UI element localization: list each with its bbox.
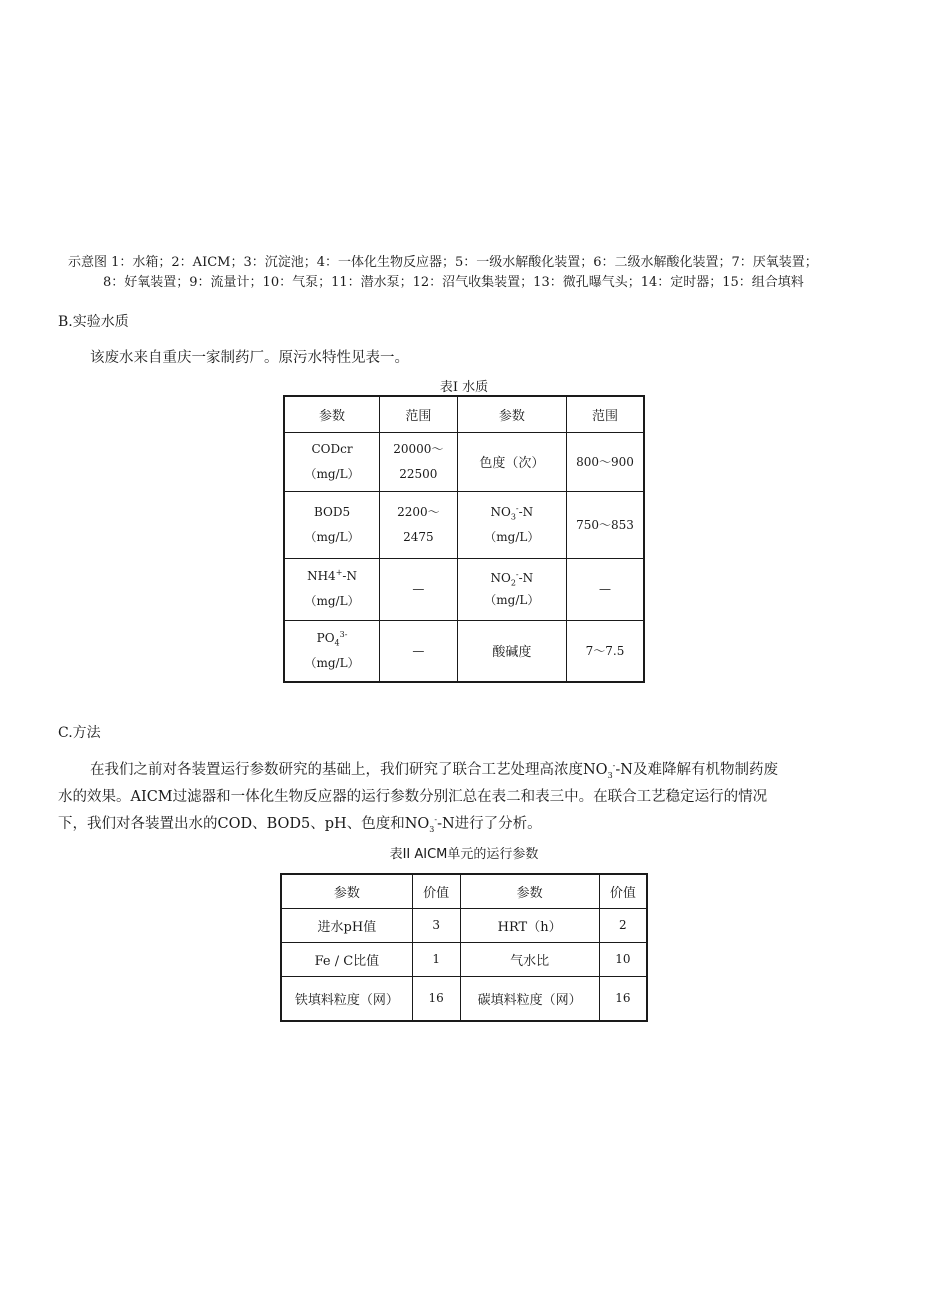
table-2-cell: 气水比 xyxy=(460,942,599,976)
table-row xyxy=(284,558,644,620)
table-2-header-cell: 价值 xyxy=(599,874,647,908)
param-name xyxy=(458,500,566,525)
table-1-header-row xyxy=(284,396,644,432)
table-1-caption: 表Ⅰ 水质 xyxy=(439,380,489,395)
table-2-cell: 进水pH值 xyxy=(281,908,412,942)
table-1-cell xyxy=(284,432,380,491)
table-1 xyxy=(283,395,645,683)
table-2-cell: 铁填料粒度（网） xyxy=(281,976,412,1021)
table-1-cell xyxy=(457,558,566,620)
param-name xyxy=(285,626,379,651)
formula-main: PO xyxy=(316,630,335,645)
paragraph-line: 水的效果。AICM过滤器和一体化生物反应器的运行参数分别汇总在表二和表三中。在联合工艺稳定运行的情况 xyxy=(58,789,768,805)
table-row xyxy=(284,491,644,558)
table-2-cell: 10 xyxy=(599,942,647,976)
formula-superscript: 3- xyxy=(339,629,348,639)
param-name xyxy=(285,564,379,589)
table-2-header-cell: 参数 xyxy=(460,874,599,908)
formula-subscript: 3 xyxy=(607,770,613,780)
formula-tail: -N xyxy=(518,504,534,519)
table-1-header-cell: 范围 xyxy=(567,396,644,432)
schematic-caption-line-2: 8：好氧装置；9：流量计；10：气泵；11：潜水泵；12：沼气收集装置；13：微孔曝气头；14：定时器；15：组合填料 xyxy=(103,275,804,290)
table-2-header-row xyxy=(281,874,647,908)
table-1-cell: 色度（次） xyxy=(457,432,566,491)
formula-superscript: - xyxy=(612,761,616,771)
range-end: 22500 xyxy=(399,466,438,481)
table-2-cell: 碳填料粒度（网） xyxy=(460,976,599,1021)
formula-tail: -N xyxy=(518,571,534,585)
param-name xyxy=(458,567,566,589)
param-unit: （mg/L） xyxy=(484,593,540,607)
formula-main: NO xyxy=(490,571,511,585)
section-c-heading: C.方法 xyxy=(58,725,101,741)
table-2-cell: 2 xyxy=(599,908,647,942)
text-run: 下，我们对各装置出水的COD、BOD5、pH、色度和NO xyxy=(58,816,430,832)
table-2-cell: HRT（h） xyxy=(460,908,599,942)
table-1-cell xyxy=(380,432,458,491)
table-2-cell: 1 xyxy=(412,942,460,976)
formula-superscript: - xyxy=(434,815,438,825)
table-1-cell xyxy=(284,491,380,558)
range-start: 20000～ xyxy=(393,441,444,456)
formula-tail: -N xyxy=(342,569,357,583)
table-2-cell: 16 xyxy=(599,976,647,1021)
param-unit: （mg/L） xyxy=(304,529,360,544)
text-run: 在我们之前对各装置运行参数研究的基础上，我们研究了联合工艺处理高浓度NO xyxy=(90,762,608,778)
table-2-cell: 16 xyxy=(412,976,460,1021)
table-2-cell: 3 xyxy=(412,908,460,942)
formula-superscript: - xyxy=(515,503,519,513)
formula-subscript: 3 xyxy=(510,511,516,521)
table-row xyxy=(281,942,647,976)
range-end: 2475 xyxy=(403,529,434,544)
param-name: BOD5 xyxy=(313,504,351,519)
table-1-cell: 750～853 xyxy=(567,491,644,558)
table-2-header-cell: 参数 xyxy=(281,874,412,908)
table-1-cell: 7～7.5 xyxy=(567,620,644,682)
text-run: -N进行了分析。 xyxy=(437,816,542,832)
table-1-cell xyxy=(380,491,458,558)
formula-subscript: 3 xyxy=(429,824,435,834)
section-c-paragraph xyxy=(58,757,878,838)
table-2-caption: 表II AICM单元的运行参数 xyxy=(389,847,539,862)
table-1-header-cell: 范围 xyxy=(380,396,458,432)
table-1-cell: 酸碱度 xyxy=(457,620,566,682)
paragraph-line xyxy=(58,811,878,838)
text-run: -N及难降解有机物制药废 xyxy=(615,762,778,778)
table-row xyxy=(284,620,644,682)
table-1-cell: — xyxy=(567,558,644,620)
formula-subscript: 4 xyxy=(334,638,340,648)
table-1-header-cell: 参数 xyxy=(457,396,566,432)
table-2-cell: Fe / C比值 xyxy=(281,942,412,976)
param-name: CODcr xyxy=(311,441,353,456)
table-1-cell xyxy=(284,620,380,682)
table-row xyxy=(281,908,647,942)
formula-superscript: - xyxy=(515,570,519,579)
table-1-header-cell: 参数 xyxy=(284,396,380,432)
table-1-cell xyxy=(284,558,380,620)
paragraph-line xyxy=(58,757,878,784)
table-1-cell: — xyxy=(380,620,458,682)
param-unit: （mg/L） xyxy=(304,466,360,481)
table-2-header-cell: 价值 xyxy=(412,874,460,908)
table-1-cell xyxy=(457,491,566,558)
table-row xyxy=(284,432,644,491)
param-unit: （mg/L） xyxy=(304,655,360,670)
table-row xyxy=(281,976,647,1021)
param-unit: （mg/L） xyxy=(304,594,360,608)
formula-main: NO xyxy=(490,504,511,519)
section-b-paragraph: 该废水来自重庆一家制药厂。原污水特性见表一。 xyxy=(90,350,409,366)
schematic-caption-line-1: 示意图 1：水箱；2：AICM；3：沉淀池；4：一体化生物反应器；5：一级水解酸化装置；6：二级水解酸化装置；7：厌氧装置； xyxy=(68,255,818,270)
param-unit: （mg/L） xyxy=(484,529,540,544)
table-1-cell: — xyxy=(380,558,458,620)
range-start: 2200～ xyxy=(397,504,440,519)
formula-subscript: 2 xyxy=(510,578,516,588)
table-1-cell: 800～900 xyxy=(567,432,644,491)
section-b-heading: B.实验水质 xyxy=(58,314,129,330)
formula-superscript: + xyxy=(335,568,343,577)
table-2 xyxy=(280,873,648,1022)
formula-main: NH4 xyxy=(307,569,336,583)
